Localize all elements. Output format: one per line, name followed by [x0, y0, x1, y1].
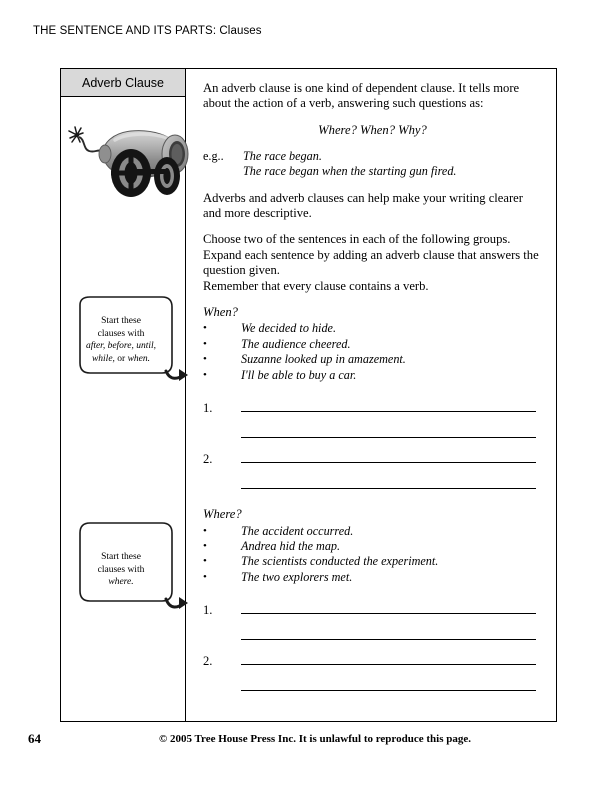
answer-write-line[interactable] [241, 440, 536, 463]
page-number: 64 [28, 731, 41, 746]
callout-when-line1: Start these [101, 316, 141, 326]
page-header-title: THE SENTENCE AND ITS PARTS: Clauses [33, 25, 262, 37]
group-where-sentence-2: Andrea hid the map. [241, 538, 341, 553]
example-block [203, 149, 542, 179]
worksheet-body [186, 69, 556, 721]
questions-line: Where? When? Why? [318, 122, 427, 137]
eg-sentences [243, 149, 456, 179]
answer-number: 1. [203, 401, 213, 416]
answer-slot [203, 389, 542, 438]
answer-write-line[interactable] [241, 642, 536, 665]
worksheet-frame [60, 68, 557, 722]
list-item [203, 539, 542, 554]
list-item [203, 524, 542, 539]
answer-slot [203, 440, 542, 489]
bullet-icon: • [203, 539, 207, 552]
callout-where-line1: Start these [101, 552, 141, 562]
callout-when-text [74, 315, 168, 365]
callout-when-line4a: while, [91, 353, 115, 364]
group-where-sentence-1: The accident occurred. [241, 523, 354, 538]
group-when [203, 305, 542, 489]
group-spacer [203, 491, 542, 505]
list-item [203, 352, 542, 367]
instructions-block [203, 232, 542, 294]
answer-write-line[interactable] [241, 614, 536, 640]
sidebar-title-label: Adverb Clause [82, 75, 164, 90]
group-where-sentence-4: The two explorers met. [241, 569, 353, 584]
instruction-line-1: Choose two of the sentences in each of the following groups. [203, 232, 511, 247]
answer-number: 2. [203, 452, 213, 467]
eg-sentence-1: The race began. [243, 149, 322, 164]
callout-bubble-where [66, 517, 196, 617]
group-when-answers [203, 389, 542, 489]
callout-when-line4b: or [114, 353, 128, 364]
eg-label: e.g.. [203, 149, 224, 164]
answer-slot [203, 591, 542, 640]
group-when-sentence-2: The audience cheered. [241, 336, 351, 351]
sidebar [61, 69, 185, 721]
group-when-question: When? [203, 305, 238, 320]
bullet-icon: • [203, 524, 207, 537]
sidebar-title-box [61, 69, 185, 97]
bullet-icon: • [203, 368, 207, 381]
list-item [203, 321, 542, 336]
list-item [203, 368, 542, 383]
answer-write-line[interactable] [241, 412, 536, 438]
answer-write-line[interactable] [241, 389, 536, 412]
callout-when-line4c: when. [127, 353, 151, 364]
callout-bubble-when [66, 291, 196, 389]
answer-write-line[interactable] [241, 463, 536, 489]
list-item [203, 554, 542, 569]
group-when-sentence-1: We decided to hide. [241, 321, 336, 336]
bullet-icon: • [203, 555, 207, 568]
group-when-sentence-3: Suzanne looked up in amazement. [241, 352, 406, 367]
copyright-notice: © 2005 Tree House Press Inc. It is unlawful to reproduce this page. [159, 733, 471, 745]
page-header [33, 25, 262, 37]
answer-number: 1. [203, 603, 213, 618]
instruction-line-3: Remember that every clause contains a verb. [203, 278, 429, 293]
group-where [203, 507, 542, 691]
bullet-icon: • [203, 322, 207, 335]
answer-write-line[interactable] [241, 591, 536, 614]
bullet-icon: • [203, 570, 207, 583]
bullet-icon: • [203, 353, 207, 366]
cannon-icon [59, 107, 194, 199]
group-where-sentence-3: The scientists conducted the experiment. [241, 554, 439, 569]
callout-where-line3: where. [108, 577, 134, 587]
callout-where-text [74, 551, 168, 589]
eg-sentence-2: The race began when the starting gun fired. [243, 164, 457, 179]
intro-paragraph: An adverb clause is one kind of dependent clause. It tells more about the action of a verb, answering such questions as: [203, 81, 520, 111]
answer-number: 2. [203, 654, 213, 669]
group-where-question: Where? [203, 507, 242, 522]
answer-slot [203, 642, 542, 691]
group-where-answers [203, 591, 542, 691]
callout-where-line2: clauses with [97, 564, 145, 575]
callout-when-line3: after, before, until, [85, 341, 157, 351]
bullet-icon: • [203, 337, 207, 350]
group-when-sentence-4: I'll be able to buy a car. [241, 367, 357, 382]
instruction-line-2: Expand each sentence by adding an adverb clause that answers the question given. [203, 247, 539, 278]
answer-write-line[interactable] [241, 665, 536, 691]
adverbs-note: Adverbs and adverb clauses can help make your writing clearer and more descriptive. [203, 190, 523, 221]
callout-when-line2: clauses with [97, 328, 145, 339]
list-item [203, 337, 542, 352]
list-item [203, 570, 542, 585]
